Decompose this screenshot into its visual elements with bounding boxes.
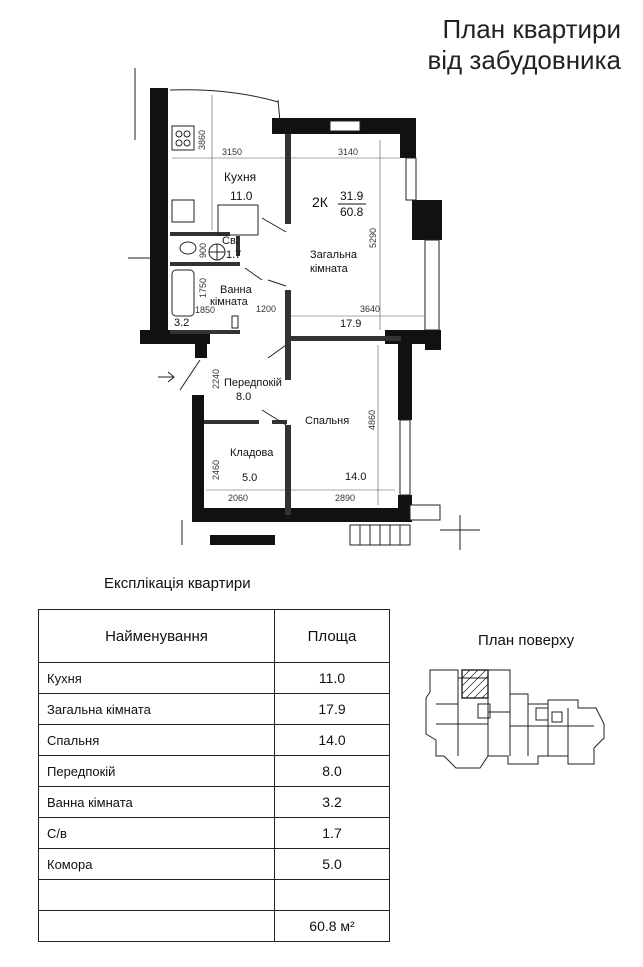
hallway-area: 8.0 — [236, 391, 252, 403]
bedroom-label: Спальня — [305, 415, 350, 427]
total-area: 60.8 м² — [275, 911, 390, 942]
burner-icon — [176, 140, 182, 146]
table-row — [39, 880, 390, 911]
sink-icon — [172, 200, 194, 222]
bathtub-icon — [172, 270, 194, 316]
wc-label: Св. — [222, 235, 239, 247]
window-living-top — [330, 121, 360, 131]
row-name: Передпокій — [39, 756, 275, 787]
bath-label-1: Ванна — [220, 284, 252, 296]
partition-kitchen-living — [285, 134, 291, 224]
row-name: С/в — [39, 818, 275, 849]
header-name: Найменування — [39, 610, 275, 663]
dim-kitchen-width: 3150 — [222, 147, 243, 157]
dim-corridor: 1200 — [256, 304, 277, 314]
header-area: Площа — [275, 610, 390, 663]
partitions — [170, 134, 401, 515]
table-row — [39, 694, 390, 725]
apartment-type: 2К — [312, 194, 328, 210]
building-outline — [426, 670, 604, 768]
partition-living-bedroom — [291, 336, 401, 341]
window-bedroom-bottom — [410, 505, 440, 520]
partition-living-low — [285, 290, 291, 340]
wall-bedroom-right-top — [398, 330, 412, 420]
row-name — [39, 880, 275, 911]
toilet-icon — [180, 242, 196, 254]
window-living-side — [406, 158, 416, 200]
window-living-bay — [425, 240, 439, 330]
table-row — [39, 663, 390, 694]
kitchen-label: Кухня — [224, 170, 257, 184]
table-row — [39, 787, 390, 818]
dim-bath-height: 1750 — [198, 277, 208, 298]
row-area: 14.0 — [275, 725, 390, 756]
table-header-row — [39, 610, 390, 663]
dim-living-bottom: 3640 — [360, 304, 381, 314]
door-swing-entrance — [180, 360, 200, 390]
total-name — [39, 911, 275, 942]
burner-icon — [184, 140, 190, 146]
door-swing-bath — [245, 268, 262, 280]
dim-hallway-height: 2240 — [211, 368, 221, 389]
row-name: Загальна кімната — [39, 694, 275, 725]
row-name: Ванна кімната — [39, 787, 275, 818]
kitchen-table — [218, 205, 258, 235]
table-row — [39, 756, 390, 787]
wall-bottom — [192, 508, 412, 522]
table-row — [39, 725, 390, 756]
living-label-1: Загальна — [310, 249, 357, 261]
explication-title: Експлікація квартири — [104, 575, 251, 592]
living-area: 31.9 — [340, 189, 364, 203]
row-area — [275, 880, 390, 911]
living-label-2: кімната — [310, 263, 348, 275]
partition-storage-top — [204, 420, 259, 424]
wall-living-right-top — [400, 118, 416, 158]
partition-bath-bottom — [170, 330, 240, 334]
highlight-hatch — [462, 670, 488, 698]
table-row — [39, 849, 390, 880]
bath-fixture — [232, 316, 238, 328]
partition-hall-bedroom-top — [285, 340, 291, 380]
hallway-label: Передпокій — [224, 377, 282, 389]
row-area: 8.0 — [275, 756, 390, 787]
wall-left-outer — [150, 88, 168, 338]
kitchen-area: 11.0 — [230, 189, 253, 203]
burner-icon — [184, 131, 190, 137]
row-name: Спальня — [39, 725, 275, 756]
dim-living-width: 3140 — [338, 147, 359, 157]
floor-plan-title: План поверху — [478, 632, 575, 649]
storage-label: Кладова — [230, 447, 274, 459]
door-swing-hall — [268, 345, 286, 358]
dim-living-height: 5290 — [368, 227, 378, 248]
bath-label-2: кімната — [210, 296, 248, 308]
burner-icon — [176, 131, 182, 137]
wall-entrance — [195, 338, 207, 358]
row-name: Комора — [39, 849, 275, 880]
dim-wc-height: 900 — [198, 242, 208, 258]
dim-storage-width: 2060 — [228, 493, 249, 503]
total-area: 60.8 — [340, 205, 364, 219]
window-bedroom — [400, 420, 410, 495]
dim-storage-height: 2460 — [211, 459, 221, 480]
row-area: 5.0 — [275, 849, 390, 880]
row-area: 1.7 — [275, 818, 390, 849]
wc-area: 1.7 — [226, 249, 242, 261]
steps — [350, 525, 410, 545]
building-floor-plan — [418, 664, 613, 774]
dim-kitchen-height: 3860 — [197, 129, 207, 150]
table-total-row — [39, 911, 390, 942]
wall-bottom-outer — [210, 535, 275, 545]
row-name: Кухня — [39, 663, 275, 694]
row-area: 17.9 — [275, 694, 390, 725]
storage-area: 5.0 — [242, 472, 258, 484]
title-line-1: План квартири — [442, 14, 621, 44]
balcony-arc — [170, 90, 278, 102]
table-row — [39, 818, 390, 849]
door-swing-kitchen — [262, 218, 286, 232]
partition-wc-bath — [170, 262, 240, 266]
living-area-value: 17.9 — [340, 318, 362, 330]
stove-icon — [172, 126, 194, 150]
row-area: 3.2 — [275, 787, 390, 818]
title-line-2: від забудовника — [427, 45, 621, 75]
door-swing-living — [268, 280, 286, 286]
bedroom-area: 14.0 — [345, 471, 367, 483]
dim-bedroom-height: 4860 — [367, 409, 377, 430]
wall-living-bay — [412, 200, 442, 240]
dim-bath-width: 1850 — [195, 305, 216, 315]
row-area: 11.0 — [275, 663, 390, 694]
dim-bedroom-width: 2890 — [335, 493, 356, 503]
wall-storage-left — [192, 395, 204, 522]
bath-area: 3.2 — [174, 317, 190, 329]
partition-hall-bedroom-bottom — [285, 425, 291, 515]
explication-table — [38, 609, 390, 942]
